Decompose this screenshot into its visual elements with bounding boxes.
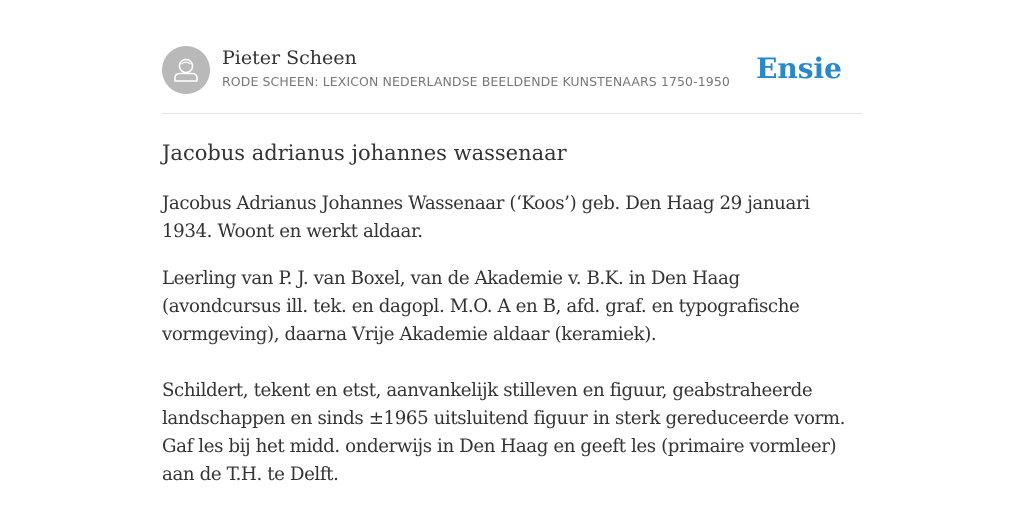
article-paragraph: Leerling van P. J. van Boxel, van de Akademie v. B.K. in Den Haag (avondcursus ill. tek. en dagopl. M.O. A en B, afd. graf. en typografische vormgeving), daarna Vrije Akademie aldaar (keramiek). xyxy=(162,268,800,345)
article-body xyxy=(162,138,862,489)
author-avatar[interactable] xyxy=(162,46,210,94)
brand-logo[interactable]: Ensie xyxy=(756,52,842,85)
article-title: Jacobus adrianus johannes wassenaar xyxy=(162,141,567,165)
header-divider xyxy=(162,113,862,114)
source-title[interactable]: RODE SCHEEN: LEXICON NEDERLANDSE BEELDENDE KUNSTENAARS 1750-1950 xyxy=(222,74,730,89)
user-silhouette-icon xyxy=(162,46,210,94)
article-paragraph: Schildert, tekent en etst, aanvankelijk stilleven en figuur, geabstraheerde landschappen en sinds ±1965 uitsluitend figuur in sterk gereduceerde vorm. Gaf les bij het midd. onderwijs in Den Haag en geeft les (primaire vormleer) aan de T.H. te Delft. xyxy=(162,380,846,485)
article-paragraph: Jacobus Adrianus Johannes Wassenaar (‘Koos’) geb. Den Haag 29 januari 1934. Woont en werkt aldaar. xyxy=(162,193,810,242)
article-header xyxy=(162,46,862,96)
author-name[interactable]: Pieter Scheen xyxy=(222,47,357,69)
